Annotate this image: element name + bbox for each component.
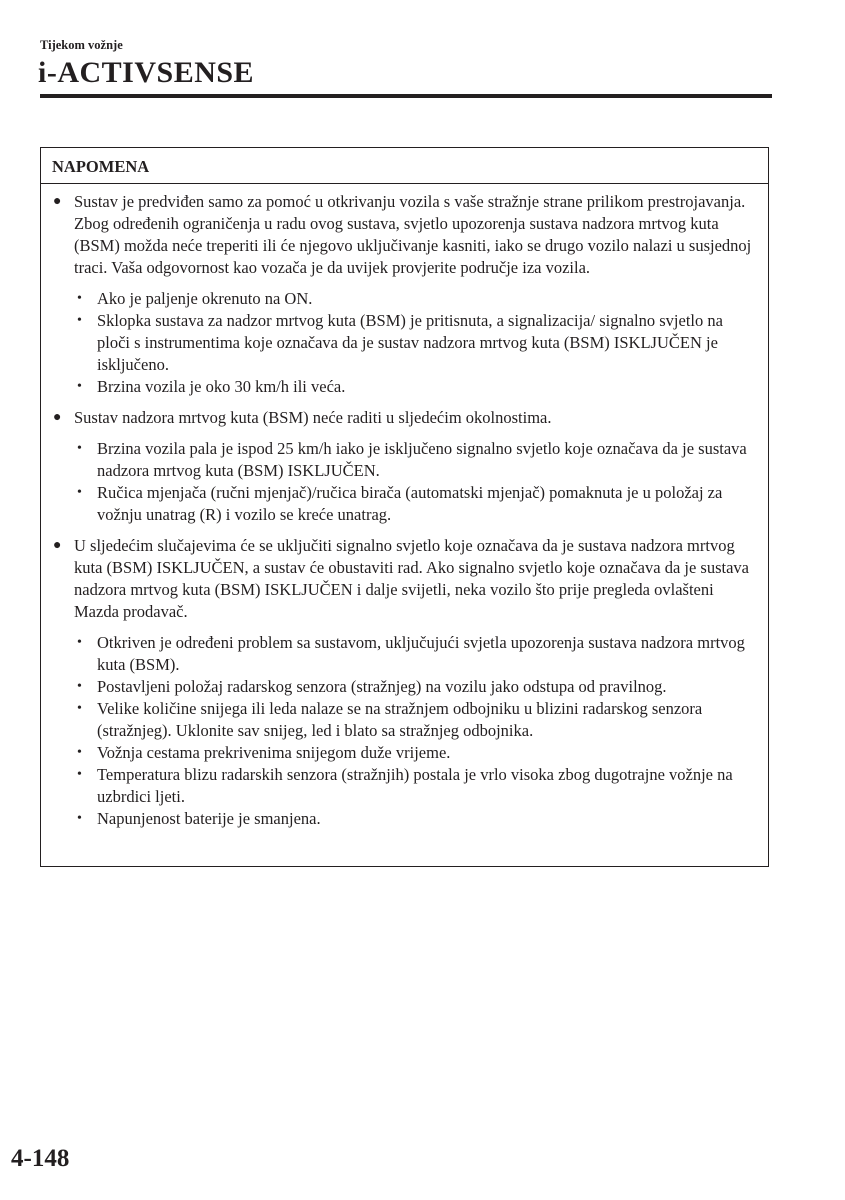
sub-bullet-icon: • [77, 635, 82, 650]
sub-item-text: Postavljeni položaj radarskog senzora (stražnjeg) na vozilu jako odstupa od pravilnog. [97, 677, 667, 696]
sub-item [74, 288, 758, 310]
sub-item [74, 742, 758, 764]
section-label: Tijekom vožnje [40, 38, 123, 52]
note-item [51, 407, 758, 526]
sub-item [74, 310, 758, 376]
sub-list [74, 438, 758, 526]
note-item-text: U sljedećim slučajevima će se uključiti signalno svjetlo koje označava da je sustava nadzora mrtvog kuta (BSM) ISKLJUČEN, a sustav će obustaviti rad. Ako signalno svjetlo koje označava da je sustava nadzora mrtvog kuta (BSM) ISKLJUČEN i dalje svijetli, neka vozilo što prije pregleda ovlašteni Mazda prodavač. [74, 536, 749, 621]
sub-bullet-icon: • [77, 485, 82, 500]
sub-bullet-icon: • [77, 701, 82, 716]
sub-item-text: Vožnja cestama prekrivenima snijegom duže vrijeme. [97, 743, 451, 762]
sub-list [74, 632, 758, 830]
page-number: 4-148 [11, 1145, 70, 1172]
sub-item-text: Brzina vozila je oko 30 km/h ili veća. [97, 377, 346, 396]
sub-item [74, 808, 758, 830]
bullet-icon: ● [53, 194, 62, 209]
note-heading: NAPOMENA [41, 148, 768, 184]
sub-bullet-icon: • [77, 767, 82, 782]
bullet-icon: ● [53, 538, 62, 553]
page-title: i-ACTIVSENSE [38, 56, 255, 89]
sub-item [74, 438, 758, 482]
note-box [40, 147, 769, 867]
sub-item-text: Napunjenost baterije je smanjena. [97, 809, 321, 828]
sub-item [74, 632, 758, 676]
bullet-icon: ● [53, 410, 62, 425]
sub-bullet-icon: • [77, 679, 82, 694]
sub-item [74, 764, 758, 808]
sub-bullet-icon: • [77, 811, 82, 826]
note-item [51, 191, 758, 398]
sub-bullet-icon: • [77, 745, 82, 760]
sub-item-text: Temperatura blizu radarskih senzora (stražnjih) postala je vrlo visoka zbog dugotrajne vožnje na uzbrdici ljeti. [97, 765, 733, 806]
sub-item-text: Otkriven je određeni problem sa sustavom, uključujući svjetla upozorenja sustava nadzora mrtvog kuta (BSM). [97, 633, 745, 674]
note-item [51, 535, 758, 830]
sub-item [74, 698, 758, 742]
sub-bullet-icon: • [77, 291, 82, 306]
sub-item-text: Velike količine snijega ili leda nalaze se na stražnjem odbojniku u blizini radarskog senzora (stražnjeg). Uklonite sav snijeg, led i blato sa stražnjeg odbojnika. [97, 699, 703, 740]
note-item-text: Sustav nadzora mrtvog kuta (BSM) neće raditi u sljedećim okolnostima. [74, 408, 552, 427]
sub-list [74, 288, 758, 398]
sub-item [74, 482, 758, 526]
sub-bullet-icon: • [77, 379, 82, 394]
sub-item-text: Ručica mjenjača (ručni mjenjač)/ručica birača (automatski mjenjač) pomaknuta je u položaj za vožnju unatrag (R) i vozilo se kreće unatrag. [97, 483, 723, 524]
note-item-text: Sustav je predviđen samo za pomoć u otkrivanju vozila s vaše stražnje strane prilikom prestrojavanja. Zbog određenih ograničenja u radu ovog sustava, svjetlo upozorenja sustava nadzora mrtvog kuta (BSM) možda neće treperiti ili će njegovo uključivanje kasniti, iako se drugo vozilo nalazi u susjednoj traci. Vaša odgovornost kao vozača je da uvijek provjerite područje iza vozila. [74, 192, 752, 277]
sub-bullet-icon: • [77, 441, 82, 456]
sub-item [74, 676, 758, 698]
title-rule [40, 94, 772, 98]
sub-item-text: Ako je paljenje okrenuto na ON. [97, 289, 313, 308]
sub-bullet-icon: • [77, 313, 82, 328]
sub-item [74, 376, 758, 398]
sub-item-text: Sklopka sustava za nadzor mrtvog kuta (BSM) je pritisnuta, a signalizacija/ signalno svjetlo na ploči s instrumentima koje označava da je sustav nadzora mrtvog kuta (BSM) ISKLJUČEN je isključeno. [97, 311, 723, 374]
sub-item-text: Brzina vozila pala je ispod 25 km/h iako je isključeno signalno svjetlo koje označava da je sustava nadzora mrtvog kuta (BSM) ISKLJUČEN. [97, 439, 747, 480]
note-body [41, 184, 768, 830]
